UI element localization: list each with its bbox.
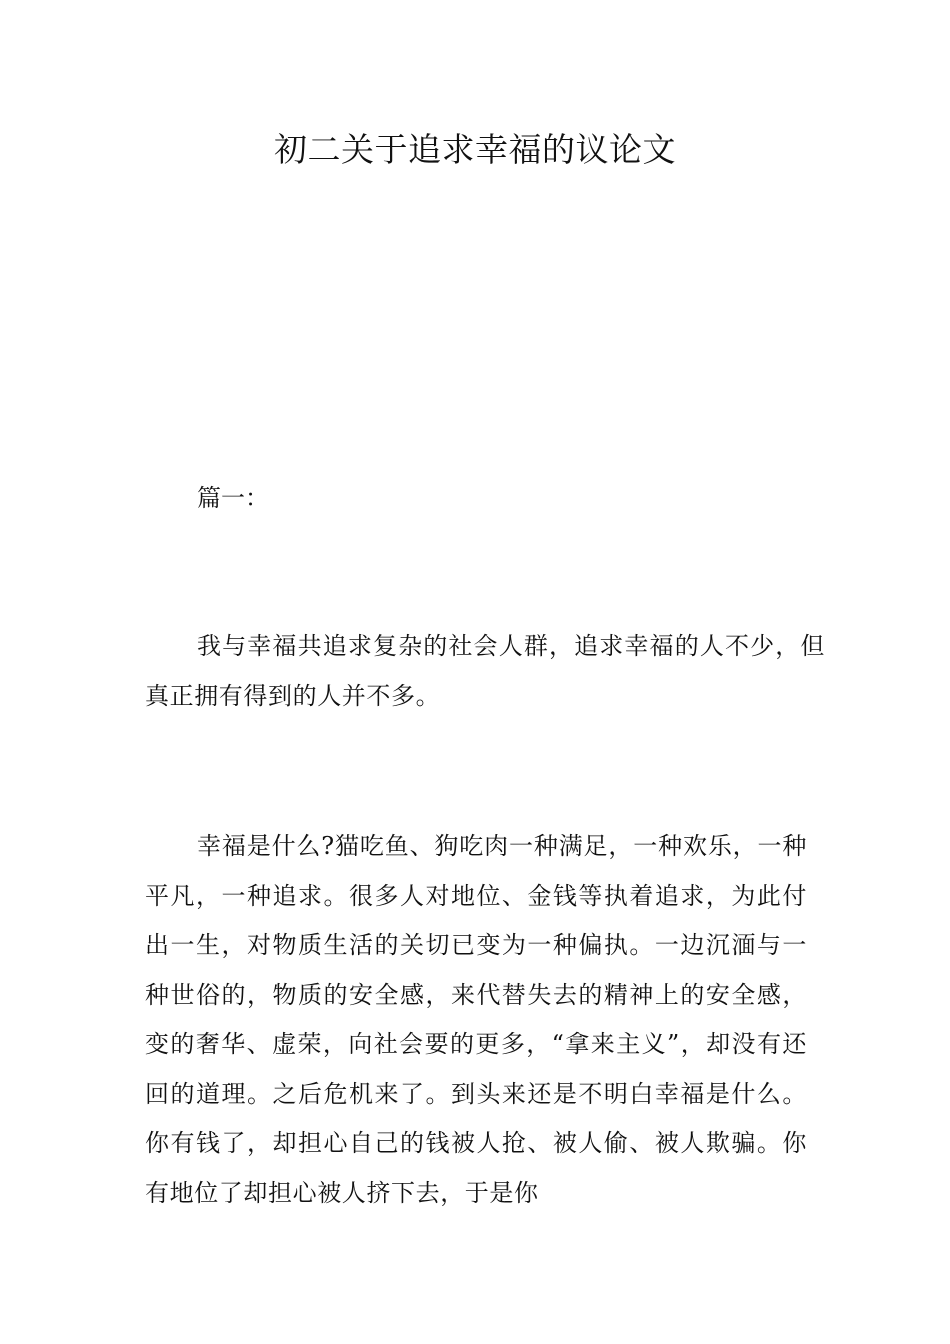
section-label: 篇一： bbox=[197, 484, 269, 512]
body-paragraph-1: 我与幸福共追求复杂的社会人群，追求幸福的人不少，但真正拥有得到的人并不多。 bbox=[145, 632, 825, 710]
document-title: 初二关于追求幸福的议论文 bbox=[274, 130, 676, 169]
body-paragraph-2: 幸福是什么?猫吃鱼、狗吃肉一种满足，一种欢乐，一种平凡，一种追求。很多人对地位、金钱等执着追求，为此付出一生，对物质生活的关切已变为一种偏执。一边沉湎与一种世俗的，物质的安全感，来代替失去的精神上的安全感，变的奢华、虚荣，向社会要的更多，“拿来主义”，却没有还回的道理。之后危机来了。到头来还是不明白幸福是什么。你有钱了，却担心自己的钱被人抢、被人偷、被人欺骗。你有地位了却担心被人挤下去，于是你 bbox=[145, 832, 807, 1207]
